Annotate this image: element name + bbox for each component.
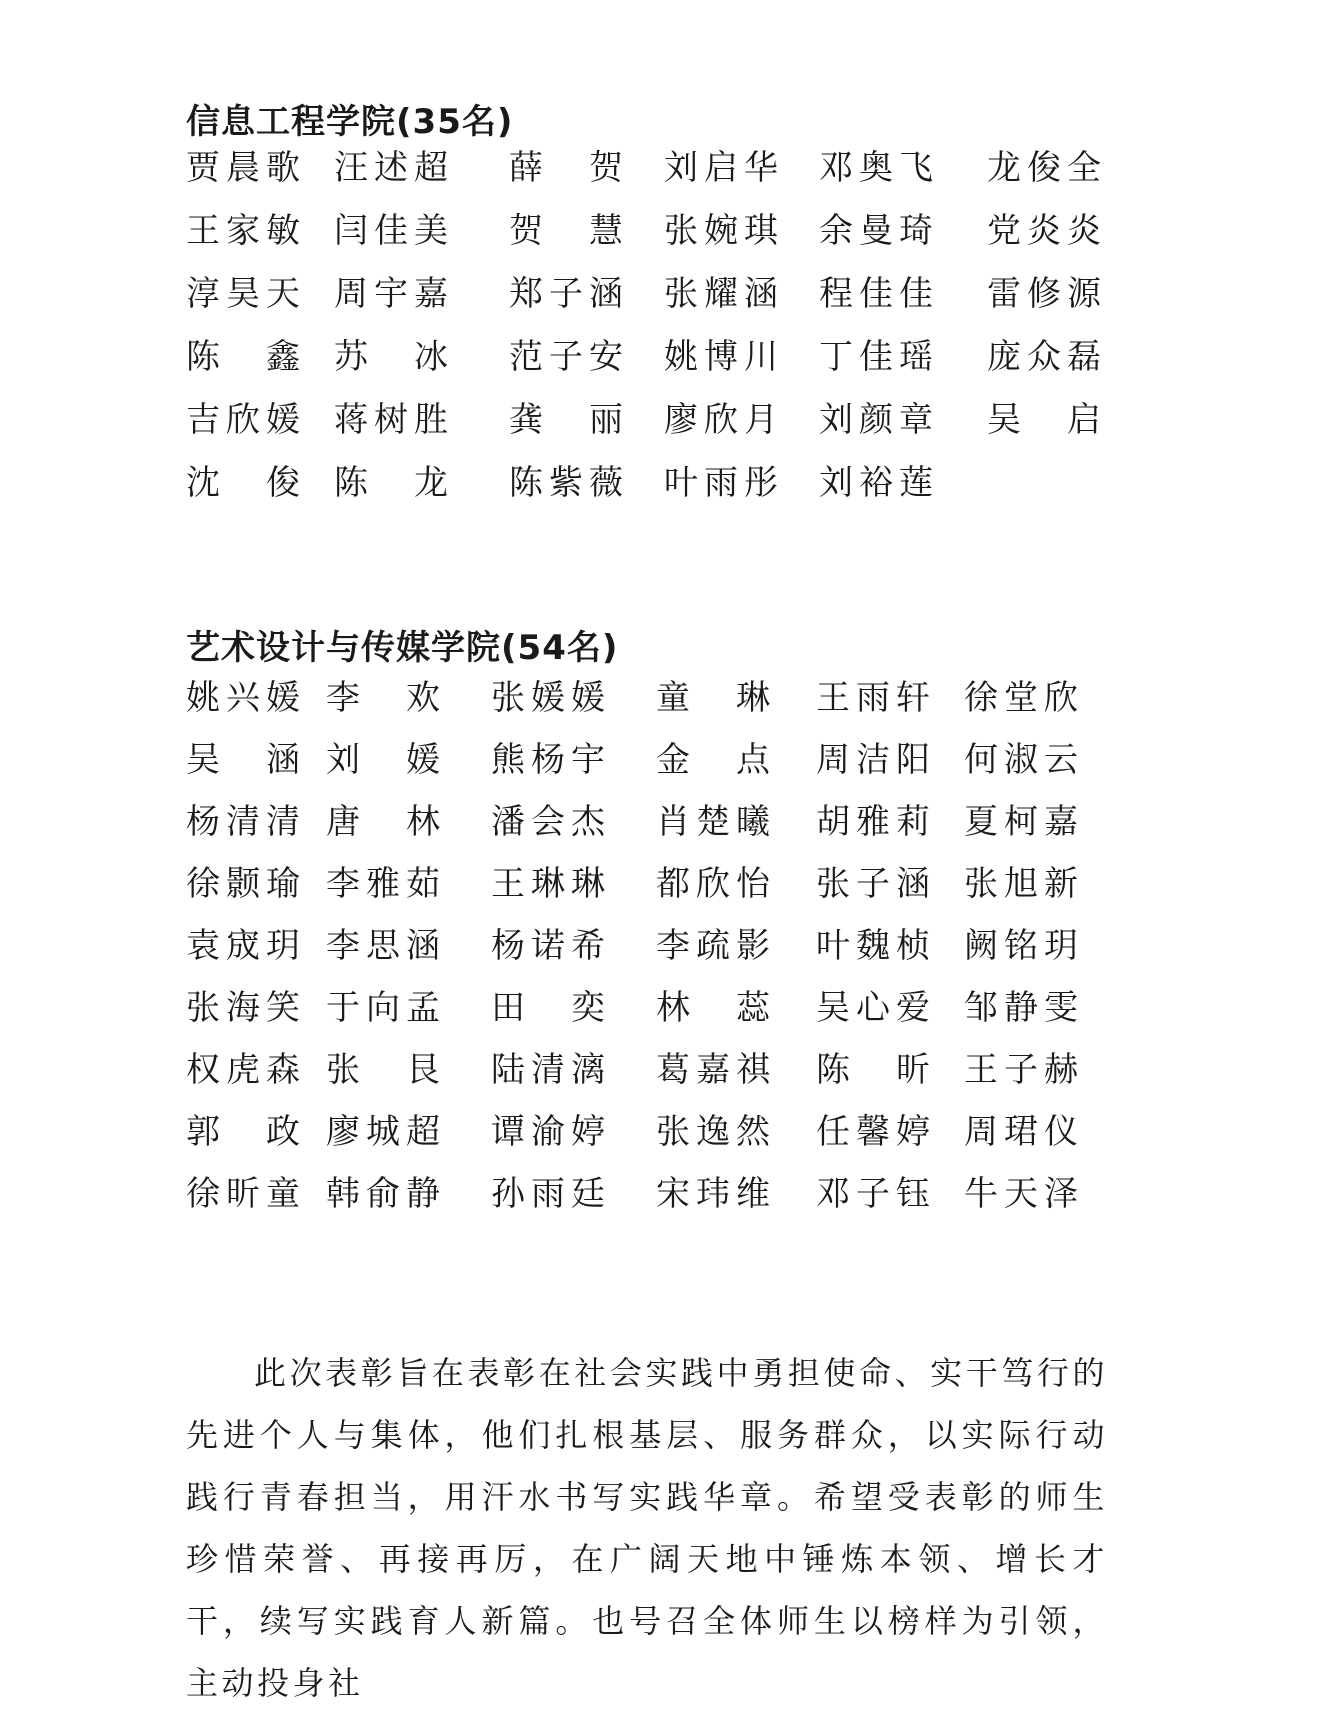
person-name: 王子赫 <box>964 1050 1084 1090</box>
person-name: 陈 鑫 <box>186 337 306 377</box>
person-name: 王雨轩 <box>816 678 936 718</box>
person-name: 宋玮维 <box>656 1174 776 1214</box>
person-name: 余曼琦 <box>819 211 939 251</box>
person-name: 陈 龙 <box>334 463 454 503</box>
person-name: 袁宬玥 <box>186 926 306 966</box>
person-name: 龙俊全 <box>987 148 1107 188</box>
person-name: 吴 涵 <box>186 740 306 780</box>
person-name: 陆清漓 <box>491 1050 611 1090</box>
person-name: 李 欢 <box>326 678 446 718</box>
person-name: 党炎炎 <box>987 211 1107 251</box>
person-name: 杨诺希 <box>491 926 611 966</box>
person-name: 龚 丽 <box>509 400 629 440</box>
person-name: 李疏影 <box>656 926 776 966</box>
person-name: 肖楚曦 <box>656 802 776 842</box>
person-name: 张 艮 <box>326 1050 446 1090</box>
person-name: 徐堂欣 <box>964 678 1084 718</box>
person-name: 郑子涵 <box>509 274 629 314</box>
person-name: 杨清清 <box>186 802 306 842</box>
name-list-art-design-media <box>186 680 1114 1238</box>
person-name: 陈紫薇 <box>509 463 629 503</box>
person-name: 李思涵 <box>326 926 446 966</box>
person-name: 周宇嘉 <box>334 274 454 314</box>
person-name: 廖欣月 <box>664 400 784 440</box>
person-name: 吉欣媛 <box>186 400 306 440</box>
person-name: 于向孟 <box>326 988 446 1028</box>
person-name: 贺 慧 <box>509 211 629 251</box>
person-name: 权虎森 <box>186 1050 306 1090</box>
person-name: 张逸然 <box>656 1112 776 1152</box>
person-name: 叶雨彤 <box>664 463 784 503</box>
person-name: 张子涵 <box>816 864 936 904</box>
person-name: 张旭新 <box>964 864 1084 904</box>
person-name: 周洁阳 <box>816 740 936 780</box>
person-name: 徐颢瑜 <box>186 864 306 904</box>
person-name: 雷修源 <box>987 274 1107 314</box>
person-name: 陈 昕 <box>816 1050 936 1090</box>
person-name: 邹静雯 <box>964 988 1084 1028</box>
person-name: 牛天泽 <box>964 1174 1084 1214</box>
person-name: 田 奕 <box>491 988 611 1028</box>
person-name: 廖城超 <box>326 1112 446 1152</box>
person-name: 沈 俊 <box>186 463 306 503</box>
person-name: 金 点 <box>656 740 776 780</box>
person-name: 贾晨歌 <box>186 148 306 188</box>
person-name: 阙铭玥 <box>964 926 1084 966</box>
person-name: 姚博川 <box>664 337 784 377</box>
commendation-paragraph: 此次表彰旨在表彰在社会实践中勇担使命、实干笃行的先进个人与集体，他们扎根基层、服务群众，以实际行动践行青春担当，用汗水书写实践华章。希望受表彰的师生珍惜荣誉、再接再厉，在广阔天地中锤炼本领、增长才干，续写实践育人新篇。也号召全体师生以榜样为引领，主动投身社 <box>186 1354 1108 1702</box>
person-name: 刘 媛 <box>326 740 446 780</box>
person-name: 王家敏 <box>186 211 306 251</box>
person-name: 吴心爱 <box>816 988 936 1028</box>
person-name: 童 琳 <box>656 678 776 718</box>
person-name: 夏柯嘉 <box>964 802 1084 842</box>
person-name: 汪述超 <box>334 148 454 188</box>
person-name: 郭 政 <box>186 1112 306 1152</box>
person-name: 王琳琳 <box>491 864 611 904</box>
person-name: 闫佳美 <box>334 211 454 251</box>
person-name: 苏 冰 <box>334 337 454 377</box>
person-name: 何淑云 <box>964 740 1084 780</box>
person-name: 叶魏桢 <box>816 926 936 966</box>
person-name: 葛嘉祺 <box>656 1050 776 1090</box>
person-name: 范子安 <box>509 337 629 377</box>
person-name: 林 蕊 <box>656 988 776 1028</box>
section-heading-art-design-media: 艺术设计与传媒学院(54名) <box>186 628 619 668</box>
person-name: 谭渝婷 <box>491 1112 611 1152</box>
person-name: 任馨婷 <box>816 1112 936 1152</box>
person-name: 淳昊天 <box>186 274 306 314</box>
person-name: 蒋树胜 <box>334 400 454 440</box>
person-name: 徐昕童 <box>186 1174 306 1214</box>
person-name: 薛 贺 <box>509 148 629 188</box>
person-name: 孙雨廷 <box>491 1174 611 1214</box>
section-heading-information-engineering: 信息工程学院(35名) <box>186 102 514 142</box>
person-name: 刘颜章 <box>819 400 939 440</box>
person-name: 张耀涵 <box>664 274 784 314</box>
person-name: 刘启华 <box>664 148 784 188</box>
person-name: 姚兴媛 <box>186 678 306 718</box>
person-name: 张海笑 <box>186 988 306 1028</box>
person-name: 吴 启 <box>987 400 1107 440</box>
person-name: 程佳佳 <box>819 274 939 314</box>
person-name: 张婉琪 <box>664 211 784 251</box>
person-name: 李雅茹 <box>326 864 446 904</box>
person-name: 张媛媛 <box>491 678 611 718</box>
person-name: 都欣怡 <box>656 864 776 904</box>
name-list-information-engineering <box>186 150 1137 528</box>
person-name: 周珺仪 <box>964 1112 1084 1152</box>
person-name: 丁佳瑶 <box>819 337 939 377</box>
person-name: 潘会杰 <box>491 802 611 842</box>
person-name: 庞众磊 <box>987 337 1107 377</box>
person-name: 熊杨宇 <box>491 740 611 780</box>
person-name: 刘裕莲 <box>819 463 939 503</box>
person-name: 唐 林 <box>326 802 446 842</box>
person-name: 韩俞静 <box>326 1174 446 1214</box>
person-name: 邓奥飞 <box>819 148 939 188</box>
person-name: 邓子钰 <box>816 1174 936 1214</box>
person-name: 胡雅莉 <box>816 802 936 842</box>
